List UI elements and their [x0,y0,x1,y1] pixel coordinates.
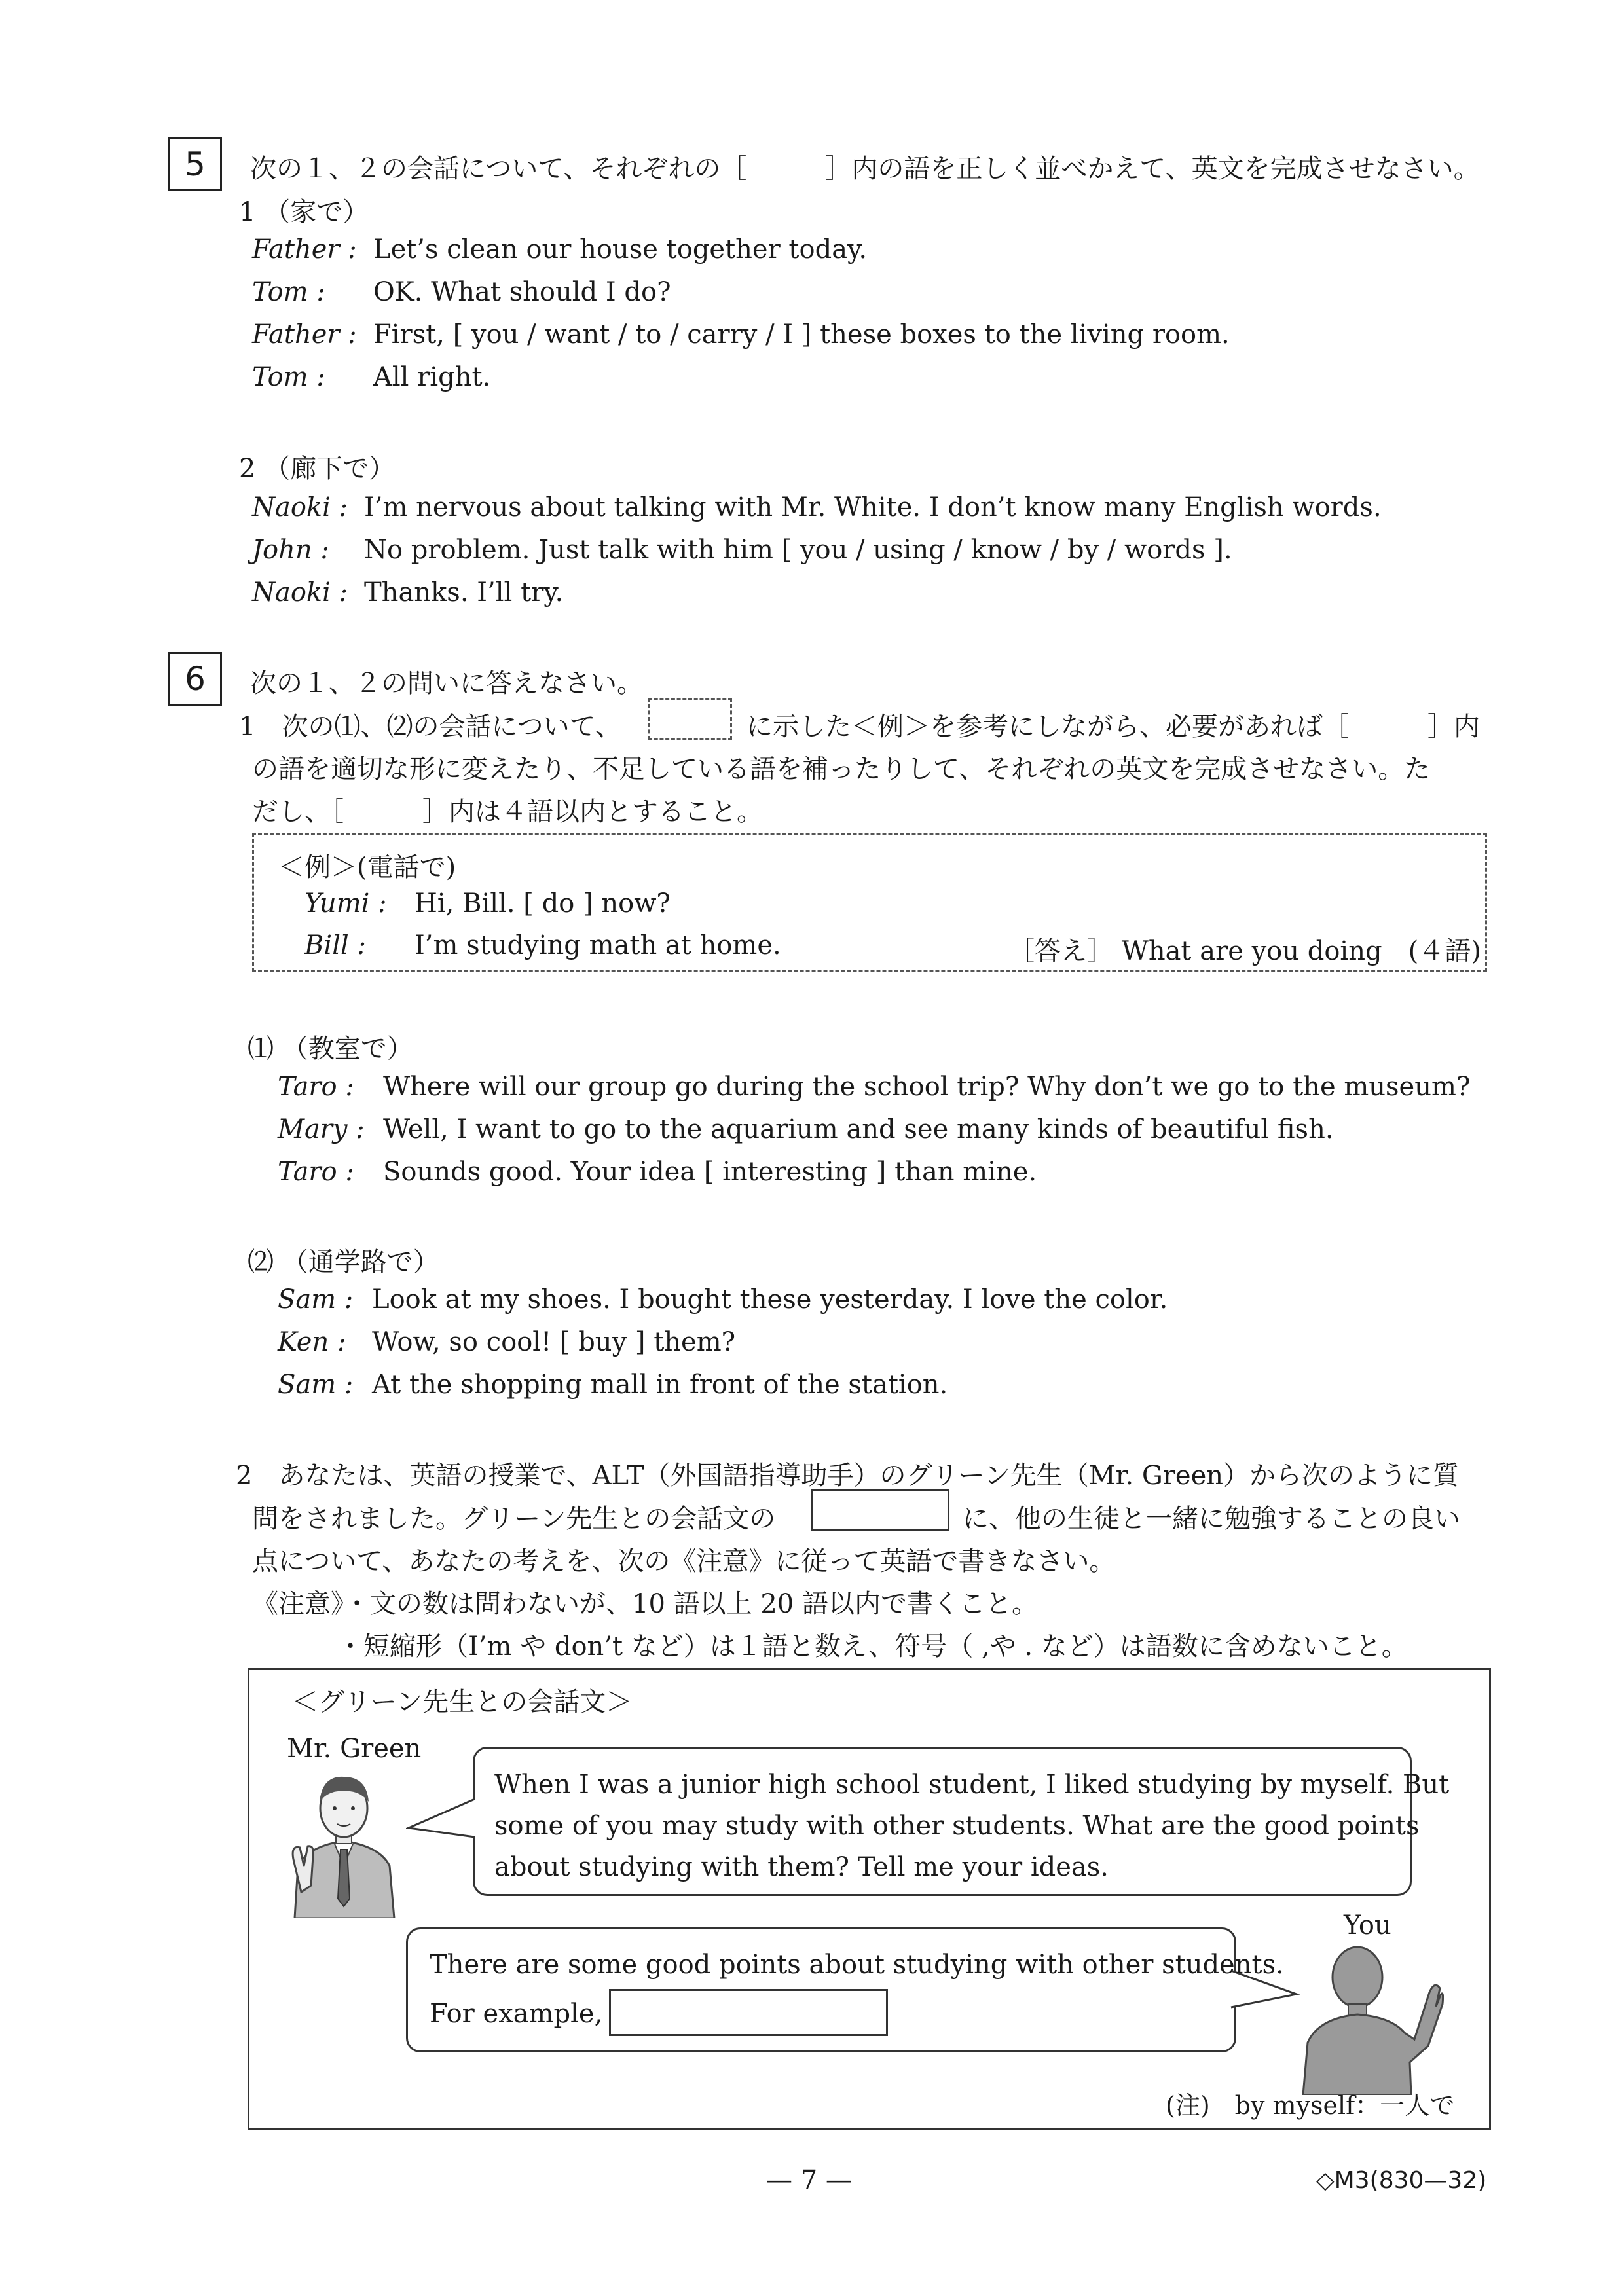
q5-part1-text-2: OK. What should I do? [373,277,671,307]
q6-sub2-speaker-2: Ken : [278,1327,346,1357]
q6-example-speaker-2: Bill : [304,930,366,960]
q6-sub1-speaker-3: Taro : [278,1157,354,1187]
q5-part1-text-4: All right. [373,362,491,392]
q6-part2-line2a: 問をされました。グリーン先生との会話文の [252,1504,776,1534]
q6-part2-note1: 《注意》・文の数は問わないが、10 語以上 20 語以内で書くこと。 [252,1589,1038,1619]
you-speech-line-1: There are some good points about studying with other students. [430,1950,1284,1980]
q5-part2-text-3: Thanks. I’ll try. [364,577,564,608]
green-speech-line-1: When I was a junior high school student, I liked studying by myself. But [494,1770,1450,1800]
q6-part1-intro-a: 1 次の⑴、⑵の会話について、 [239,712,621,742]
mr-green-illustration [282,1768,406,1918]
q6-sub2-text-1: Look at my shoes. I bought these yesterday. I love the color. [372,1285,1168,1315]
q6-sub2-speaker-3: Sam : [278,1370,354,1400]
you-speech-line-2: For example, [430,1999,603,2029]
q6-part2-line2b: に、他の生徒と一緒に勉強することの良い [963,1504,1460,1534]
q6-example-heading: ＜例＞(電話で) [278,852,456,883]
q5-part2-speaker-3: Naoki : [252,577,348,608]
q6-part1-intro-b: に示した＜例＞を参考にしながら、必要があれば［ ］内 [746,712,1480,742]
q6-part2-blank-marker-box [811,1489,949,1531]
q6-part2-note2: ・短縮形（I’m や don’t など）は１語と数え、符号（ ,や . など）は語数に含めないこと。 [337,1631,1408,1662]
page-number: — 7 — [766,2165,852,2195]
q6-part2-line3: 点について、あなたの考えを、次の《注意》に従って英語で書きなさい。 [252,1546,1116,1576]
q6-sub2-text-2: Wow, so cool! [ buy ] them? [372,1327,736,1357]
green-bubble-tail [406,1794,478,1846]
q6-sub1-heading: ⑴ （教室で） [248,1034,413,1064]
q6-sub1-text-3: Sounds good. Your idea [ interesting ] than mine. [383,1157,1037,1187]
question-6-number: 6 [168,652,222,706]
q6-example-text-1: Hi, Bill. [ do ] now? [414,888,671,919]
q6-example-answer: ［答え］ What are you doing (４語) [1008,936,1481,966]
q6-sub2-heading: ⑵ （通学路で） [248,1247,439,1277]
question-5-instruction: 次の１、２の会話について、それぞれの［ ］内の語を正しく並べかえて、英文を完成させなさい。 [250,154,1480,184]
q6-sub1-text-1: Where will our group go during the school trip? Why don’t we go to the museum? [383,1072,1471,1102]
student-silhouette-illustration [1300,1941,1444,2095]
q5-part1-text-3: First, [ you / want / to / carry / I ] these boxes to the living room. [373,319,1230,350]
footnote: (注) by myself：一人で [1166,2091,1455,2120]
q6-part2-line1: 2 あなたは、英語の授業で、ALT（外国語指導助手）のグリーン先生（Mr. Green）から次のように質 [236,1461,1460,1491]
q6-part1-dashed-marker-box [648,698,732,740]
q6-sub2-text-3: At the shopping mall in front of the station. [372,1370,948,1400]
green-speech-line-3: about studying with them? Tell me your ideas. [494,1852,1109,1882]
question-5-number: 5 [168,137,222,191]
q5-part1-speaker-2: Tom : [252,277,325,307]
q6-example-text-2: I’m studying math at home. [414,930,781,960]
q5-part2-speaker-2: John : [252,535,329,565]
q5-part1-speaker-1: Father : [252,234,357,264]
q5-part2-speaker-1: Naoki : [252,492,348,522]
q5-part1-text-1: Let’s clean our house together today. [373,234,868,264]
q5-part1-speaker-3: Father : [252,319,357,350]
q5-part1-speaker-4: Tom : [252,362,325,392]
green-label: Mr. Green [287,1734,422,1764]
conversation-box-title: ＜グリーン先生との会話文＞ [292,1687,633,1717]
green-speech-line-2: some of you may study with other students. What are the good points [494,1811,1420,1841]
document-code: ◇M3(830—32) [1316,2167,1487,2194]
q6-sub1-text-2: Well, I want to go to the aquarium and see many kinds of beautiful fish. [383,1114,1334,1144]
q5-part2-heading: 2 （廊下で） [239,454,396,484]
q6-sub1-speaker-1: Taro : [278,1072,354,1102]
q5-part2-text-2: No problem. Just talk with him [ you / using / know / by / words ]. [364,535,1232,565]
you-label: You [1344,1910,1391,1941]
q6-example-speaker-1: Yumi : [304,888,387,919]
q5-part2-text-1: I’m nervous about talking with Mr. White. I don’t know many English words. [364,492,1382,522]
q6-sub1-speaker-2: Mary : [278,1114,365,1144]
q6-part1-intro-line2: の語を適切な形に変えたり、不足している語を補ったりして、それぞれの英文を完成させなさい。た [252,754,1431,784]
q6-sub2-speaker-1: Sam : [278,1285,354,1315]
question-6-instruction: 次の１、２の問いに答えなさい。 [250,668,643,699]
q5-part1-heading: 1 （家で） [239,197,369,227]
answer-blank-box[interactable] [609,1989,888,2036]
q6-part1-intro-line3: だし、［ ］内は４語以内とすること。 [252,797,763,827]
